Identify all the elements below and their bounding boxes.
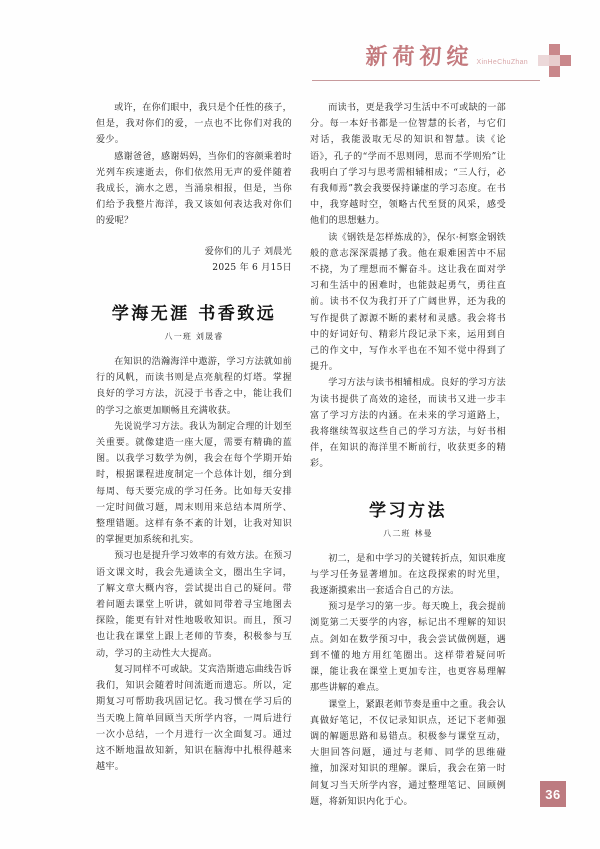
article-byline: 八二班 林曼 [383, 528, 433, 538]
article-paragraph: 而读书，更是我学习生活中不可或缺的一部分。每一本好书都是一位智慧的长者，与它们对话，我能汲取无尽的知识和智慧。读《论语》，孔子的“学而不思则罔，思而不学则殆”让我明白了学习与思考需相辅相成；“三人行，必有我师焉”教会我要保持谦虚的学习态度。在书中，我穿越时空，领略古代至贤的风采，感受他们的思想魅力。 [310, 103, 506, 227]
article-continued-xuehai [310, 100, 506, 473]
letter-signature-name: 爱你们的儿子 刘晨光 [204, 246, 292, 257]
article-paragraph: 复习同样不可或缺。艾宾浩斯遗忘曲线告诉我们，知识会随着时间流逝而遗忘。所以，定期复习可帮助我巩固记忆。我习惯在学习后的当天晚上简单回顾当天所学内容，一周后进行一次小总结，一个月进行一次全面复习。通过这不断地温故知新，知识在脑海中扎根得越来越牢。 [96, 664, 292, 773]
article-paragraph: 初二，是和中学习的关键转折点，知识难度与学习任务显著增加。在这段探索的时光里，我逐渐摸索出一套适合自己的方法。 [310, 553, 506, 597]
checkered-decoration-icon [538, 44, 572, 78]
article-title: 学海无涯 书香致远 [111, 304, 277, 325]
masthead-title: 新荷初绽 [365, 44, 474, 70]
left-column [96, 100, 292, 775]
masthead-rule [312, 80, 540, 81]
letter-block [96, 100, 292, 276]
letter-paragraph: 感谢爸爸，感谢妈妈，当你们的容颜乘着时光列车疾速逝去，你们依然用无声的爱伴随着我成长，滴水之恩，当涌泉相报，但是，当你们给予我整片海洋，我又该如何表达我对你们的爱呢？ [96, 151, 292, 227]
article-body-xuexifangfa [310, 551, 506, 810]
masthead-title-group [366, 46, 528, 68]
article-header-xuexifangfa [310, 499, 506, 543]
article-header-xuehai [96, 302, 292, 346]
letter-signature-date: 2025 年 6 月15日 [212, 262, 292, 273]
page-masthead [0, 44, 600, 90]
right-column [310, 100, 506, 810]
article-paragraph: 课堂上，紧跟老师节奏是重中之重。我会认真做好笔记，不仅记录知识点，还记下老师强调的解题思路和易错点。积极参与课堂互动，大胆回答问题，通过与老师、同学的思维碰撞，加深对知识的理解。课后，我会在第一时间复习当天所学内容，通过整理笔记、回顾例题，将新知识内化于心。 [310, 699, 506, 807]
article-paragraph: 预习是学习的第一步。每天晚上，我会提前浏览第二天要学的内容，标记出不理解的知识点。剑如在数学预习中，我会尝试做例题，遇到不懂的地方用红笔圈出。这样带着疑问听课，能让我在课堂上更加专注，也更容易理解那些讲解的难点。 [310, 602, 506, 694]
article-paragraph: 在知识的浩瀚海洋中遨游，学习方法就如前行的风帆，而读书则是点亮航程的灯塔。掌握良好的学习方法，沉浸于书香之中，能让我们的学习之旅更加顺畅且充满收获。 [96, 357, 292, 416]
article-paragraph: 预习也是提升学习效率的有效方法。在预习语文课文时，我会先通读全文，圈出生字词，了解文章大概内容，尝试提出自己的疑问。带着问题去课堂上听讲，就如同带着寻宝地图去探险，能更有针对性地吸收知识。而且，预习也让我在课堂上跟上老师的节奏，积极参与互动，学习的主动性大大提高。 [96, 551, 292, 659]
page-number-badge: 36 [540, 781, 566, 807]
article-paragraph: 学习方法与读书相辅相成。良好的学习方法为读书提供了高效的途径，而读书又进一步丰富了学习方法的内涵。在未来的学习道路上，我将继续驾驭这些自己的学习方法，与好书相伴，在知识的海洋里不断前行，收获更多的精彩。 [310, 378, 506, 470]
article-paragraph: 读《钢铁是怎样炼成的》，保尔·柯察金钢铁般的意志深深震撼了我。他在艰难困苦中不屈不挠，为了理想而不懈奋斗。这让我在面对学习和生活中的困难时，也能鼓起勇气，勇往直前。读书不仅为我打开了广阔世界，还为我的写作提供了源源不断的素材和灵感。我会将书中的好词好句、精彩片段记录下来，运用到自己的作文中，写作水平也在不知不觉中得到了提升。 [310, 232, 506, 373]
letter-paragraph: 或许，在你们眼中，我只是个任性的孩子，但是，我对你们的爱，一点也不比你们对我的爱少。 [96, 103, 292, 146]
article-paragraph: 先说说学习方法。我认为制定合理的计划至关重要。就像建造一座大厦，需要有精确的蓝图。以我学习数学为例，我会在每个学期开始时，根据课程进度制定一个总体计划，细分到每周、每天要完成的学习任务。比如每天安排一定时间做习题，周末则用来总结本周所学、整理错题。这样有条不紊的计划，让我对知识的掌握更加系统和扎实。 [96, 421, 292, 546]
article-columns [0, 100, 600, 807]
article-title: 学习方法 [369, 500, 447, 521]
article-byline: 八一班 刘晟睿 [164, 332, 224, 342]
masthead-pinyin: XinHeChuZhan [476, 59, 528, 66]
article-body-xuehai [96, 354, 292, 775]
